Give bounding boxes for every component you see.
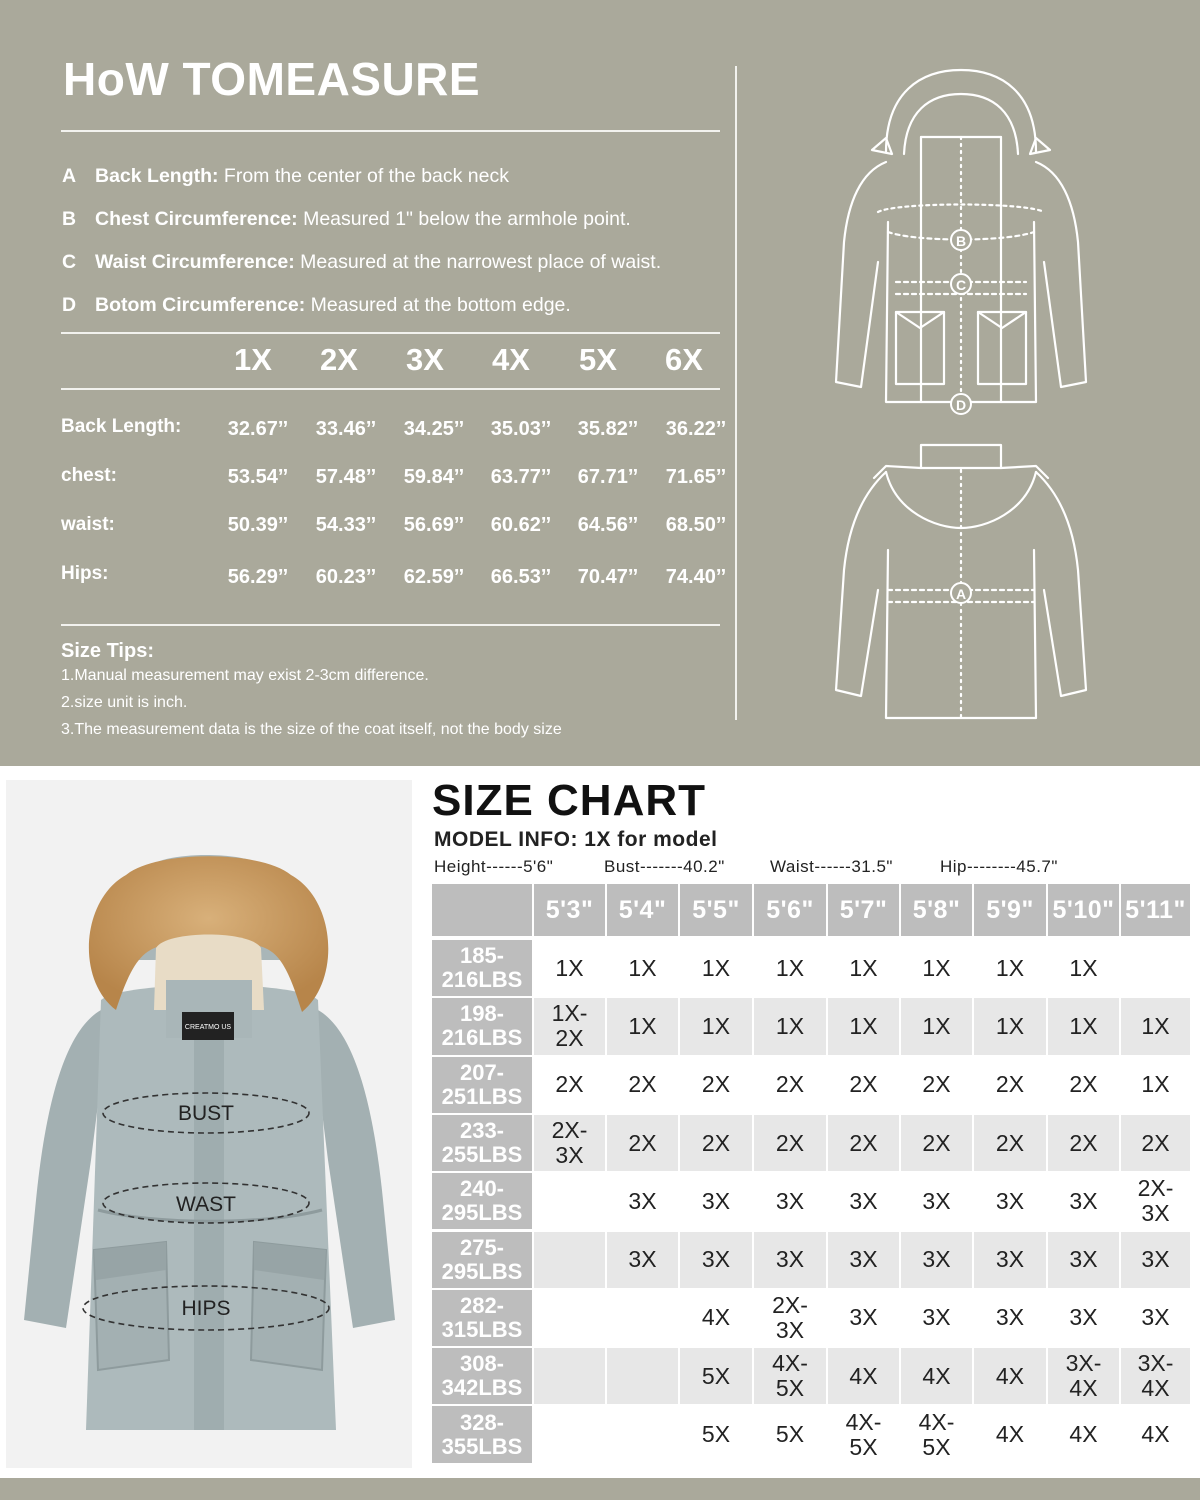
size-cell: 2X [680, 1057, 752, 1113]
definition-chest: B Chest Circumference: Measured 1" below the armhole point. [62, 208, 631, 230]
size-header: 3X [406, 342, 444, 377]
size-cell: 1X [607, 998, 678, 1054]
size-cell: 1X [534, 940, 605, 996]
size-cell [607, 1406, 678, 1462]
divider [61, 624, 720, 626]
measure-value: 74.40’’ [665, 566, 727, 588]
size-cell: 4X [974, 1348, 1046, 1404]
size-cell: 3X [901, 1232, 972, 1288]
weight-label-line: 233- [459, 1118, 505, 1144]
size-cell: 4X- 5X [828, 1406, 899, 1462]
model-waist: Waist------31.5" [770, 857, 893, 876]
size-cell: 5X [754, 1406, 826, 1462]
size-cell: 1X [607, 940, 678, 996]
size-cell: 1X [1121, 1057, 1190, 1113]
diagram-label-b: B [955, 233, 967, 249]
measure-value: 34.25’’ [403, 418, 465, 440]
size-cell: 4X [680, 1290, 752, 1346]
vertical-divider [735, 66, 737, 720]
size-cell: 2X [607, 1057, 678, 1113]
size-cell: 2X [1048, 1057, 1119, 1113]
definition-waist: C Waist Circumference: Measured at the narrowest place of waist. [62, 251, 662, 273]
measure-value: 62.59’’ [403, 566, 465, 588]
weight-label-line: 185- [459, 943, 505, 969]
chart-corner-cell [432, 884, 532, 936]
diagram-label-d: D [955, 397, 967, 413]
measure-value: 36.22’’ [665, 418, 727, 440]
row-label-waist: waist: [61, 514, 115, 535]
size-cell: 2X [607, 1115, 678, 1171]
measure-value: 35.82’’ [577, 418, 639, 440]
size-header: 5X [579, 342, 617, 377]
measure-value: 64.56’’ [577, 514, 639, 536]
size-cell [534, 1290, 605, 1346]
height-header: 5'9" [974, 884, 1046, 936]
weight-label [432, 1406, 532, 1462]
size-chart-title: SIZE CHART [432, 776, 706, 825]
size-cell: 3X [754, 1173, 826, 1229]
measure-value: 33.46’’ [315, 418, 377, 440]
weight-label-line: 315LBS [441, 1316, 523, 1342]
weight-label-line: 255LBS [441, 1142, 523, 1168]
measure-value: 59.84’’ [403, 466, 465, 488]
model-info: MODEL INFO: 1X for model [434, 828, 718, 851]
size-cell: 2X- 3X [534, 1115, 605, 1171]
weight-label-line: 240- [459, 1176, 505, 1202]
size-cell: 2X [534, 1057, 605, 1113]
size-cell: 3X [754, 1232, 826, 1288]
measure-value: 56.69’’ [403, 514, 465, 536]
size-cell: 3X [828, 1232, 899, 1288]
row-label-back-length: Back Length: [61, 416, 182, 437]
measure-value: 53.54’’ [227, 466, 289, 488]
height-header: 5'6" [754, 884, 826, 936]
size-cell: 4X [828, 1348, 899, 1404]
weight-label-line: 216LBS [441, 967, 523, 993]
size-header: 4X [492, 342, 530, 377]
size-cell: 2X [901, 1057, 972, 1113]
measure-value: 71.65’’ [665, 466, 727, 488]
size-cell: 3X [680, 1232, 752, 1288]
size-cell: 1X- 2X [534, 998, 605, 1054]
weight-label-line: 216LBS [441, 1025, 523, 1051]
size-cell: 3X [607, 1173, 678, 1229]
size-cell [534, 1232, 605, 1288]
size-cell: 3X [974, 1232, 1046, 1288]
size-tips-title: Size Tips: [61, 640, 154, 662]
definition-bottom: D Botom Circumference: Measured at the bottom edge. [62, 294, 571, 316]
height-header: 5'5" [680, 884, 752, 936]
row-label-chest: chest: [61, 465, 117, 486]
size-cell: 5X [680, 1406, 752, 1462]
size-cell [534, 1173, 605, 1229]
weight-label [432, 1115, 532, 1171]
coat-illustration [6, 780, 412, 1468]
measure-title: HoW TOMEASURE [63, 53, 481, 105]
size-cell: 2X- 3X [754, 1290, 826, 1346]
size-cell: 1X [680, 998, 752, 1054]
measure-value: 54.33’’ [315, 514, 377, 536]
size-cell: 3X- 4X [1048, 1348, 1119, 1404]
size-cell: 3X [1048, 1290, 1119, 1346]
measure-value: 60.23’’ [315, 566, 377, 588]
size-cell: 5X [680, 1348, 752, 1404]
waist-label: WAST [176, 1193, 236, 1216]
height-header: 5'7" [828, 884, 899, 936]
size-cell: 3X [901, 1290, 972, 1346]
size-cell: 2X [1048, 1115, 1119, 1171]
size-cell: 2X [1121, 1115, 1190, 1171]
size-cell [1121, 940, 1190, 996]
measure-value: 57.48’’ [315, 466, 377, 488]
size-cell: 1X [828, 940, 899, 996]
size-cell: 4X [1048, 1406, 1119, 1462]
bottom-band [0, 1478, 1200, 1500]
size-cell: 1X [974, 940, 1046, 996]
weight-label-line: 251LBS [441, 1083, 523, 1109]
measure-value: 67.71’’ [577, 466, 639, 488]
weight-label-line: 328- [459, 1409, 505, 1435]
measure-value: 66.53’’ [490, 566, 552, 588]
size-tip: 1.Manual measurement may exist 2-3cm difference. [61, 667, 429, 684]
size-cell: 2X [680, 1115, 752, 1171]
bust-label: BUST [177, 1102, 235, 1125]
weight-label-line: 295LBS [441, 1200, 523, 1226]
weight-label-line: 282- [459, 1292, 505, 1318]
height-header: 5'8" [901, 884, 972, 936]
size-cell: 4X- 5X [754, 1348, 826, 1404]
row-label-hips: Hips: [61, 563, 109, 584]
size-header: 6X [665, 342, 703, 377]
size-cell: 3X [1048, 1232, 1119, 1288]
coat-front-diagram [826, 62, 1096, 422]
size-cell: 4X [901, 1348, 972, 1404]
diagram-label-a: A [955, 586, 967, 602]
size-cell: 2X [754, 1057, 826, 1113]
size-cell: 3X [680, 1173, 752, 1229]
size-cell: 3X [901, 1173, 972, 1229]
product-photo [6, 780, 412, 1468]
size-cell: 2X [901, 1115, 972, 1171]
measure-value: 63.77’’ [490, 466, 552, 488]
diagram-label-c: C [955, 277, 967, 293]
size-cell: 4X [1121, 1406, 1190, 1462]
hips-label: HIPS [181, 1297, 231, 1320]
size-cell [607, 1348, 678, 1404]
height-header: 5'10" [1048, 884, 1119, 936]
height-header: 5'11" [1121, 884, 1190, 936]
size-header: 1X [234, 342, 272, 377]
size-cell [607, 1290, 678, 1346]
weight-label-line: 295LBS [441, 1258, 523, 1284]
size-tip: 3.The measurement data is the size of the coat itself, not the body size [61, 721, 562, 738]
weight-label-line: 275- [459, 1234, 505, 1260]
size-tip: 2.size unit is inch. [61, 694, 188, 711]
weight-label [432, 1173, 532, 1229]
weight-label-line: 198- [459, 1001, 505, 1027]
size-cell: 4X- 5X [901, 1406, 972, 1462]
measure-value: 56.29’’ [227, 566, 289, 588]
size-cell [534, 1406, 605, 1462]
measure-value: 60.62’’ [490, 514, 552, 536]
size-cell: 1X [1048, 998, 1119, 1054]
size-cell: 3X [607, 1232, 678, 1288]
size-cell: 4X [974, 1406, 1046, 1462]
measure-value: 70.47’’ [577, 566, 639, 588]
size-cell: 2X [828, 1057, 899, 1113]
size-cell: 1X [974, 998, 1046, 1054]
measure-value: 35.03’’ [490, 418, 552, 440]
model-bust: Bust-------40.2" [604, 857, 725, 876]
model-height: Height------5'6" [434, 857, 554, 876]
size-cell: 3X [1121, 1232, 1190, 1288]
measure-value: 68.50’’ [665, 514, 727, 536]
weight-label-line: 308- [459, 1351, 505, 1377]
size-cell: 1X [828, 998, 899, 1054]
size-cell: 2X [974, 1057, 1046, 1113]
size-cell: 2X [974, 1115, 1046, 1171]
size-cell: 2X [828, 1115, 899, 1171]
coat-back-diagram [826, 440, 1096, 725]
size-cell: 3X [974, 1290, 1046, 1346]
measure-value: 32.67’’ [227, 418, 289, 440]
size-cell: 2X- 3X [1121, 1173, 1190, 1229]
weight-label-line: 207- [459, 1059, 505, 1085]
weight-label-line: 342LBS [441, 1375, 523, 1401]
weight-label [432, 1290, 532, 1346]
model-hip: Hip--------45.7" [940, 857, 1058, 876]
divider [61, 130, 720, 132]
weight-label [432, 940, 532, 996]
weight-label [432, 1057, 532, 1113]
height-header: 5'4" [607, 884, 678, 936]
size-cell: 2X [754, 1115, 826, 1171]
size-cell: 1X [901, 940, 972, 996]
size-cell: 3X [828, 1290, 899, 1346]
weight-label [432, 1348, 532, 1404]
height-header: 5'3" [534, 884, 605, 936]
measure-value: 50.39’’ [227, 514, 289, 536]
size-cell: 1X [754, 940, 826, 996]
size-header: 2X [320, 342, 358, 377]
size-cell: 3X [828, 1173, 899, 1229]
divider [61, 332, 720, 334]
weight-label [432, 998, 532, 1054]
size-cell: 3X [1048, 1173, 1119, 1229]
size-cell: 1X [1121, 998, 1190, 1054]
size-cell: 1X [754, 998, 826, 1054]
brand-tag-text: CREATMO US [184, 1024, 232, 1031]
definition-back-length: A Back Length: From the center of the back neck [62, 165, 509, 187]
size-cell: 1X [1048, 940, 1119, 996]
weight-label [432, 1232, 532, 1288]
size-cell: 3X- 4X [1121, 1348, 1190, 1404]
size-cell [534, 1348, 605, 1404]
size-cell: 3X [1121, 1290, 1190, 1346]
size-cell: 3X [974, 1173, 1046, 1229]
size-cell: 1X [901, 998, 972, 1054]
size-cell: 1X [680, 940, 752, 996]
weight-label-line: 355LBS [441, 1433, 523, 1459]
divider [61, 388, 720, 390]
